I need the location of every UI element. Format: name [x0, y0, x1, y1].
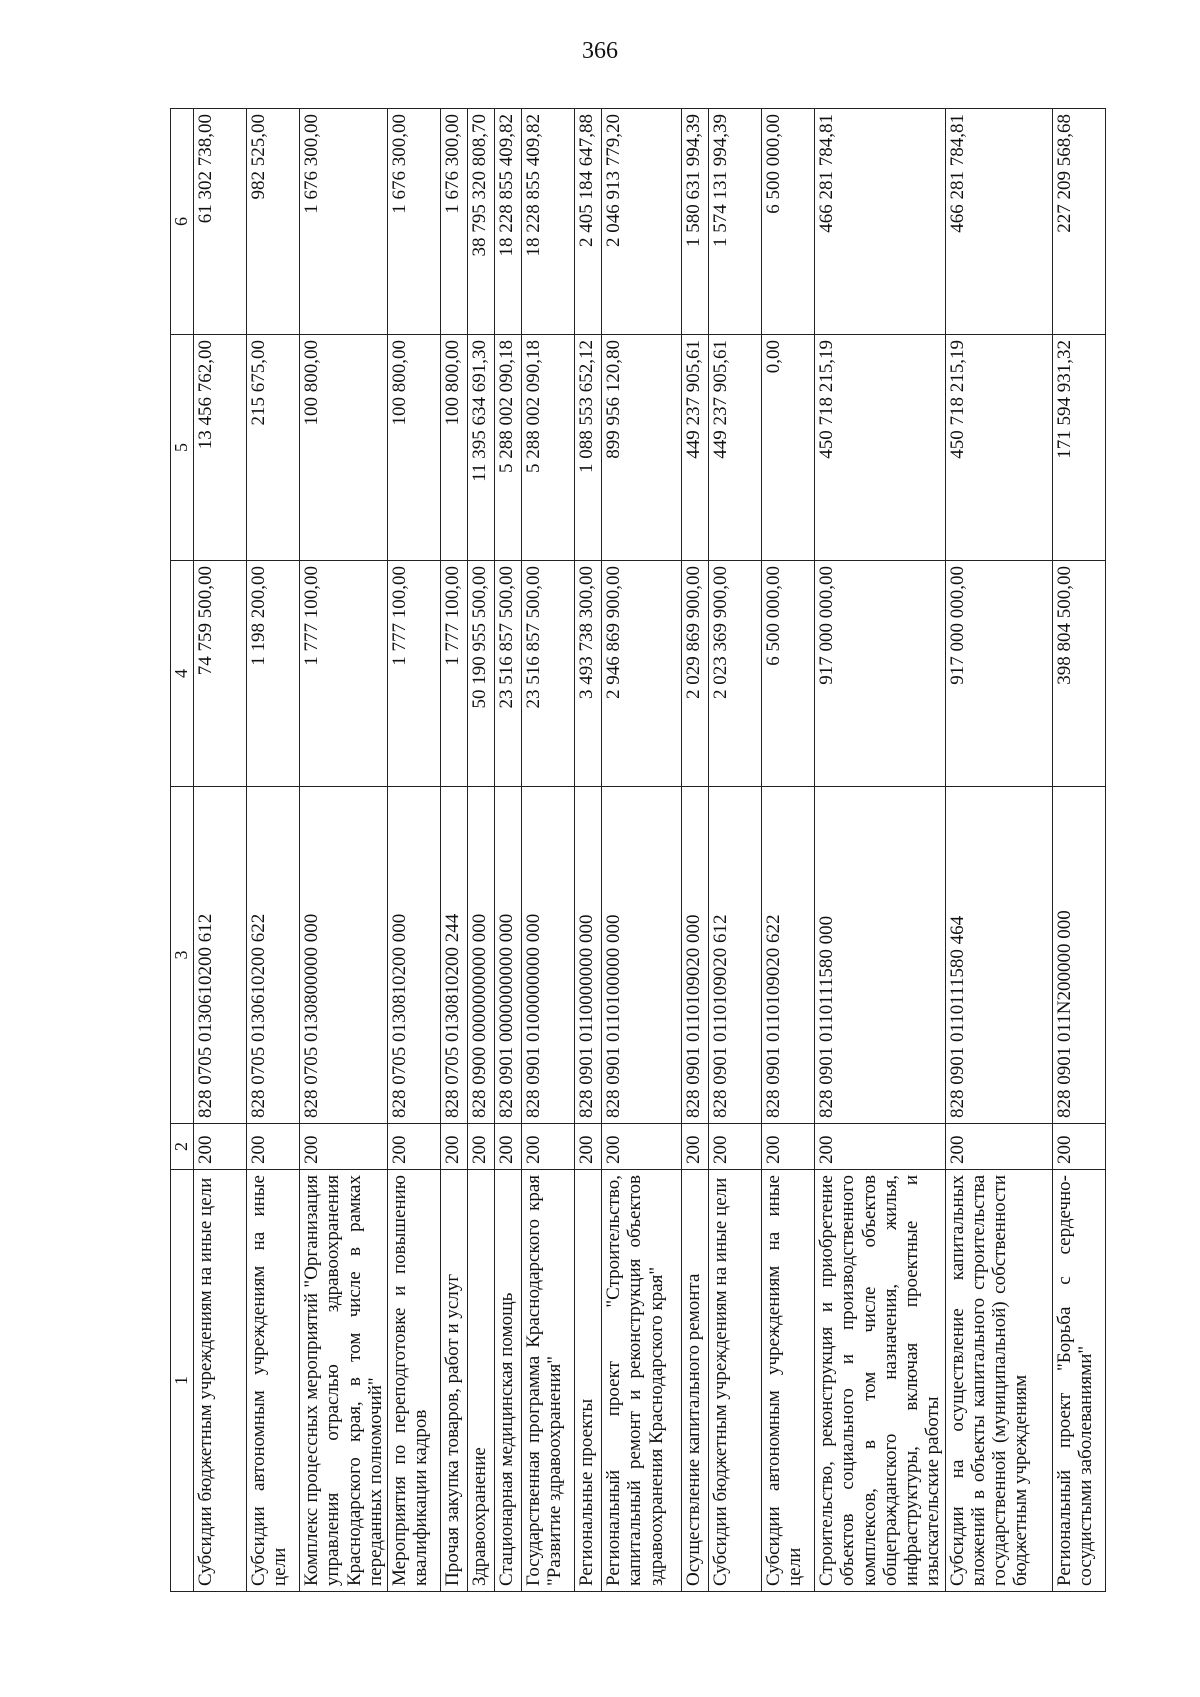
row-col6-cell: 18 228 855 409,82 [522, 109, 575, 335]
table-row [602, 109, 682, 1592]
table-row [709, 109, 762, 1592]
row-col4-cell: 6 500 000,00 [762, 561, 815, 787]
row-col4-cell: 50 190 955 500,00 [468, 561, 495, 787]
row-col6-cell: 466 281 784,81 [815, 109, 946, 335]
row-col2-cell: 200 [575, 1124, 602, 1170]
table-header-row [171, 109, 194, 1592]
row-col2-cell: 200 [468, 1124, 495, 1170]
row-col5-cell: 5 288 002 090,18 [495, 335, 522, 561]
row-name-cell: Региональные проекты [575, 1170, 602, 1592]
table-row [247, 109, 300, 1592]
row-col5-cell: 1 088 553 652,12 [575, 335, 602, 561]
row-col4-cell: 23 516 857 500,00 [522, 561, 575, 787]
page-number: 366 [582, 38, 618, 64]
row-code-cell: 828 0705 0130810200 244 [441, 787, 468, 1124]
row-name-cell: Субсидии автономным учреждениям на иные цели [762, 1170, 815, 1592]
row-col2-cell: 200 [709, 1124, 762, 1170]
row-col4-cell: 2 946 869 900,00 [602, 561, 682, 787]
row-col5-cell: 215 675,00 [247, 335, 300, 561]
row-code-cell: 828 0705 0130800000 000 [300, 787, 388, 1124]
row-col6-cell: 466 281 784,81 [945, 109, 1052, 335]
row-code-cell: 828 0705 0130610200 612 [194, 787, 247, 1124]
row-col5-cell: 449 237 905,61 [709, 335, 762, 561]
table-row [388, 109, 441, 1592]
row-col5-cell: 13 456 762,00 [194, 335, 247, 561]
row-name-cell: Прочая закупка товаров, работ и услуг [441, 1170, 468, 1592]
row-col6-cell: 6 500 000,00 [762, 109, 815, 335]
row-col4-cell: 1 777 100,00 [441, 561, 468, 787]
row-name-cell: Субсидии бюджетным учреждениям на иные цели [709, 1170, 762, 1592]
row-name-cell: Мероприятия по переподготовке и повышению квалификации кадров [388, 1170, 441, 1592]
row-col6-cell: 1 574 131 994,39 [709, 109, 762, 335]
table-row [300, 109, 388, 1592]
row-col2-cell: 200 [522, 1124, 575, 1170]
row-col5-cell: 0,00 [762, 335, 815, 561]
row-code-cell: 828 0901 0110100000 000 [602, 787, 682, 1124]
row-code-cell: 828 0901 0110109020 000 [682, 787, 709, 1124]
row-name-cell: Стационарная медицинская помощь [495, 1170, 522, 1592]
row-col4-cell: 917 000 000,00 [815, 561, 946, 787]
column-header: 6 [171, 109, 194, 335]
row-code-cell: 828 0900 0000000000 000 [468, 787, 495, 1124]
row-col5-cell: 11 395 634 691,30 [468, 335, 495, 561]
row-col4-cell: 2 023 369 900,00 [709, 561, 762, 787]
row-col5-cell: 5 288 002 090,18 [522, 335, 575, 561]
row-code-cell: 828 0705 0130610200 622 [247, 787, 300, 1124]
row-col2-cell: 200 [682, 1124, 709, 1170]
row-name-cell: Осуществление капитального ремонта [682, 1170, 709, 1592]
row-code-cell: 828 0901 0110111580 000 [815, 787, 946, 1124]
row-code-cell: 828 0901 0110109020 612 [709, 787, 762, 1124]
table-row [1052, 109, 1105, 1592]
row-col5-cell: 171 594 931,32 [1052, 335, 1105, 561]
row-name-cell: Здравоохранение [468, 1170, 495, 1592]
row-name-cell: Государственная программа Краснодарского края "Развитие здравоохранения" [522, 1170, 575, 1592]
row-col6-cell: 38 795 320 808,70 [468, 109, 495, 335]
row-col6-cell: 61 302 738,00 [194, 109, 247, 335]
row-name-cell: Субсидии автономным учреждениям на иные цели [247, 1170, 300, 1592]
row-code-cell: 828 0901 011N200000 000 [1052, 787, 1105, 1124]
row-name-cell: Комплекс процессных мероприятий "Организация управления отраслью здравоохранения Краснодарского края, в том числе в рамках переданных полномочий" [300, 1170, 388, 1592]
row-col4-cell: 74 759 500,00 [194, 561, 247, 787]
table-row [441, 109, 468, 1592]
row-col5-cell: 450 718 215,19 [945, 335, 1052, 561]
row-col4-cell: 3 493 738 300,00 [575, 561, 602, 787]
row-col2-cell: 200 [602, 1124, 682, 1170]
row-col2-cell: 200 [388, 1124, 441, 1170]
row-col2-cell: 200 [762, 1124, 815, 1170]
row-col4-cell: 1 777 100,00 [388, 561, 441, 787]
row-col4-cell: 2 029 869 900,00 [682, 561, 709, 787]
row-col6-cell: 1 676 300,00 [441, 109, 468, 335]
table-row [762, 109, 815, 1592]
table-row [468, 109, 495, 1592]
column-header: 3 [171, 787, 194, 1124]
row-col2-cell: 200 [815, 1124, 946, 1170]
row-col5-cell: 449 237 905,61 [682, 335, 709, 561]
row-col2-cell: 200 [945, 1124, 1052, 1170]
row-name-cell: Региональный проект "Борьба с сердечно-сосудистыми заболеваниями" [1052, 1170, 1105, 1592]
row-col5-cell: 100 800,00 [300, 335, 388, 561]
row-col2-cell: 200 [247, 1124, 300, 1170]
table-row [194, 109, 247, 1592]
row-code-cell: 828 0705 0130810200 000 [388, 787, 441, 1124]
table-row [682, 109, 709, 1592]
row-code-cell: 828 0901 0110111580 464 [945, 787, 1052, 1124]
row-col6-cell: 227 209 568,68 [1052, 109, 1105, 335]
table-row [575, 109, 602, 1592]
row-name-cell: Строительство, реконструкция и приобретение объектов социального и производственного комплексов, в том числе объектов общегражданского назначения, жилья, инфраструктуры, включая проектные и изыскательские работы [815, 1170, 946, 1592]
row-col5-cell: 899 956 120,80 [602, 335, 682, 561]
row-code-cell: 828 0901 0000000000 000 [495, 787, 522, 1124]
table-row [495, 109, 522, 1592]
row-col6-cell: 2 046 913 779,20 [602, 109, 682, 335]
column-header: 2 [171, 1124, 194, 1170]
row-col5-cell: 450 718 215,19 [815, 335, 946, 561]
row-name-cell: Региональный проект "Строительство, капитальный ремонт и реконструкция объектов здравоохранения Краснодарского края" [602, 1170, 682, 1592]
row-name-cell: Субсидии бюджетным учреждениям на иные цели [194, 1170, 247, 1592]
column-header: 5 [171, 335, 194, 561]
column-header: 4 [171, 561, 194, 787]
row-code-cell: 828 0901 0100000000 000 [522, 787, 575, 1124]
row-col6-cell: 1 676 300,00 [300, 109, 388, 335]
row-col6-cell: 982 525,00 [247, 109, 300, 335]
table-container [170, 109, 1096, 1592]
budget-table [170, 108, 1106, 1592]
row-col2-cell: 200 [300, 1124, 388, 1170]
row-col2-cell: 200 [495, 1124, 522, 1170]
row-name-cell: Субсидии на осуществление капитальных вложений в объекты капитального строительства государственной (муниципальной) собственности бюджетным учреждениям [945, 1170, 1052, 1592]
row-code-cell: 828 0901 0110000000 000 [575, 787, 602, 1124]
row-col2-cell: 200 [1052, 1124, 1105, 1170]
row-col6-cell: 2 405 184 647,88 [575, 109, 602, 335]
row-col6-cell: 18 228 855 409,82 [495, 109, 522, 335]
row-code-cell: 828 0901 0110109020 622 [762, 787, 815, 1124]
row-col2-cell: 200 [441, 1124, 468, 1170]
row-col6-cell: 1 580 631 994,39 [682, 109, 709, 335]
row-col5-cell: 100 800,00 [388, 335, 441, 561]
row-col2-cell: 200 [194, 1124, 247, 1170]
column-header: 1 [171, 1170, 194, 1592]
row-col4-cell: 917 000 000,00 [945, 561, 1052, 787]
row-col6-cell: 1 676 300,00 [388, 109, 441, 335]
row-col4-cell: 1 777 100,00 [300, 561, 388, 787]
row-col4-cell: 23 516 857 500,00 [495, 561, 522, 787]
table-row [522, 109, 575, 1592]
table-row [945, 109, 1052, 1592]
row-col4-cell: 398 804 500,00 [1052, 561, 1105, 787]
table-row [815, 109, 946, 1592]
row-col4-cell: 1 198 200,00 [247, 561, 300, 787]
row-col5-cell: 100 800,00 [441, 335, 468, 561]
